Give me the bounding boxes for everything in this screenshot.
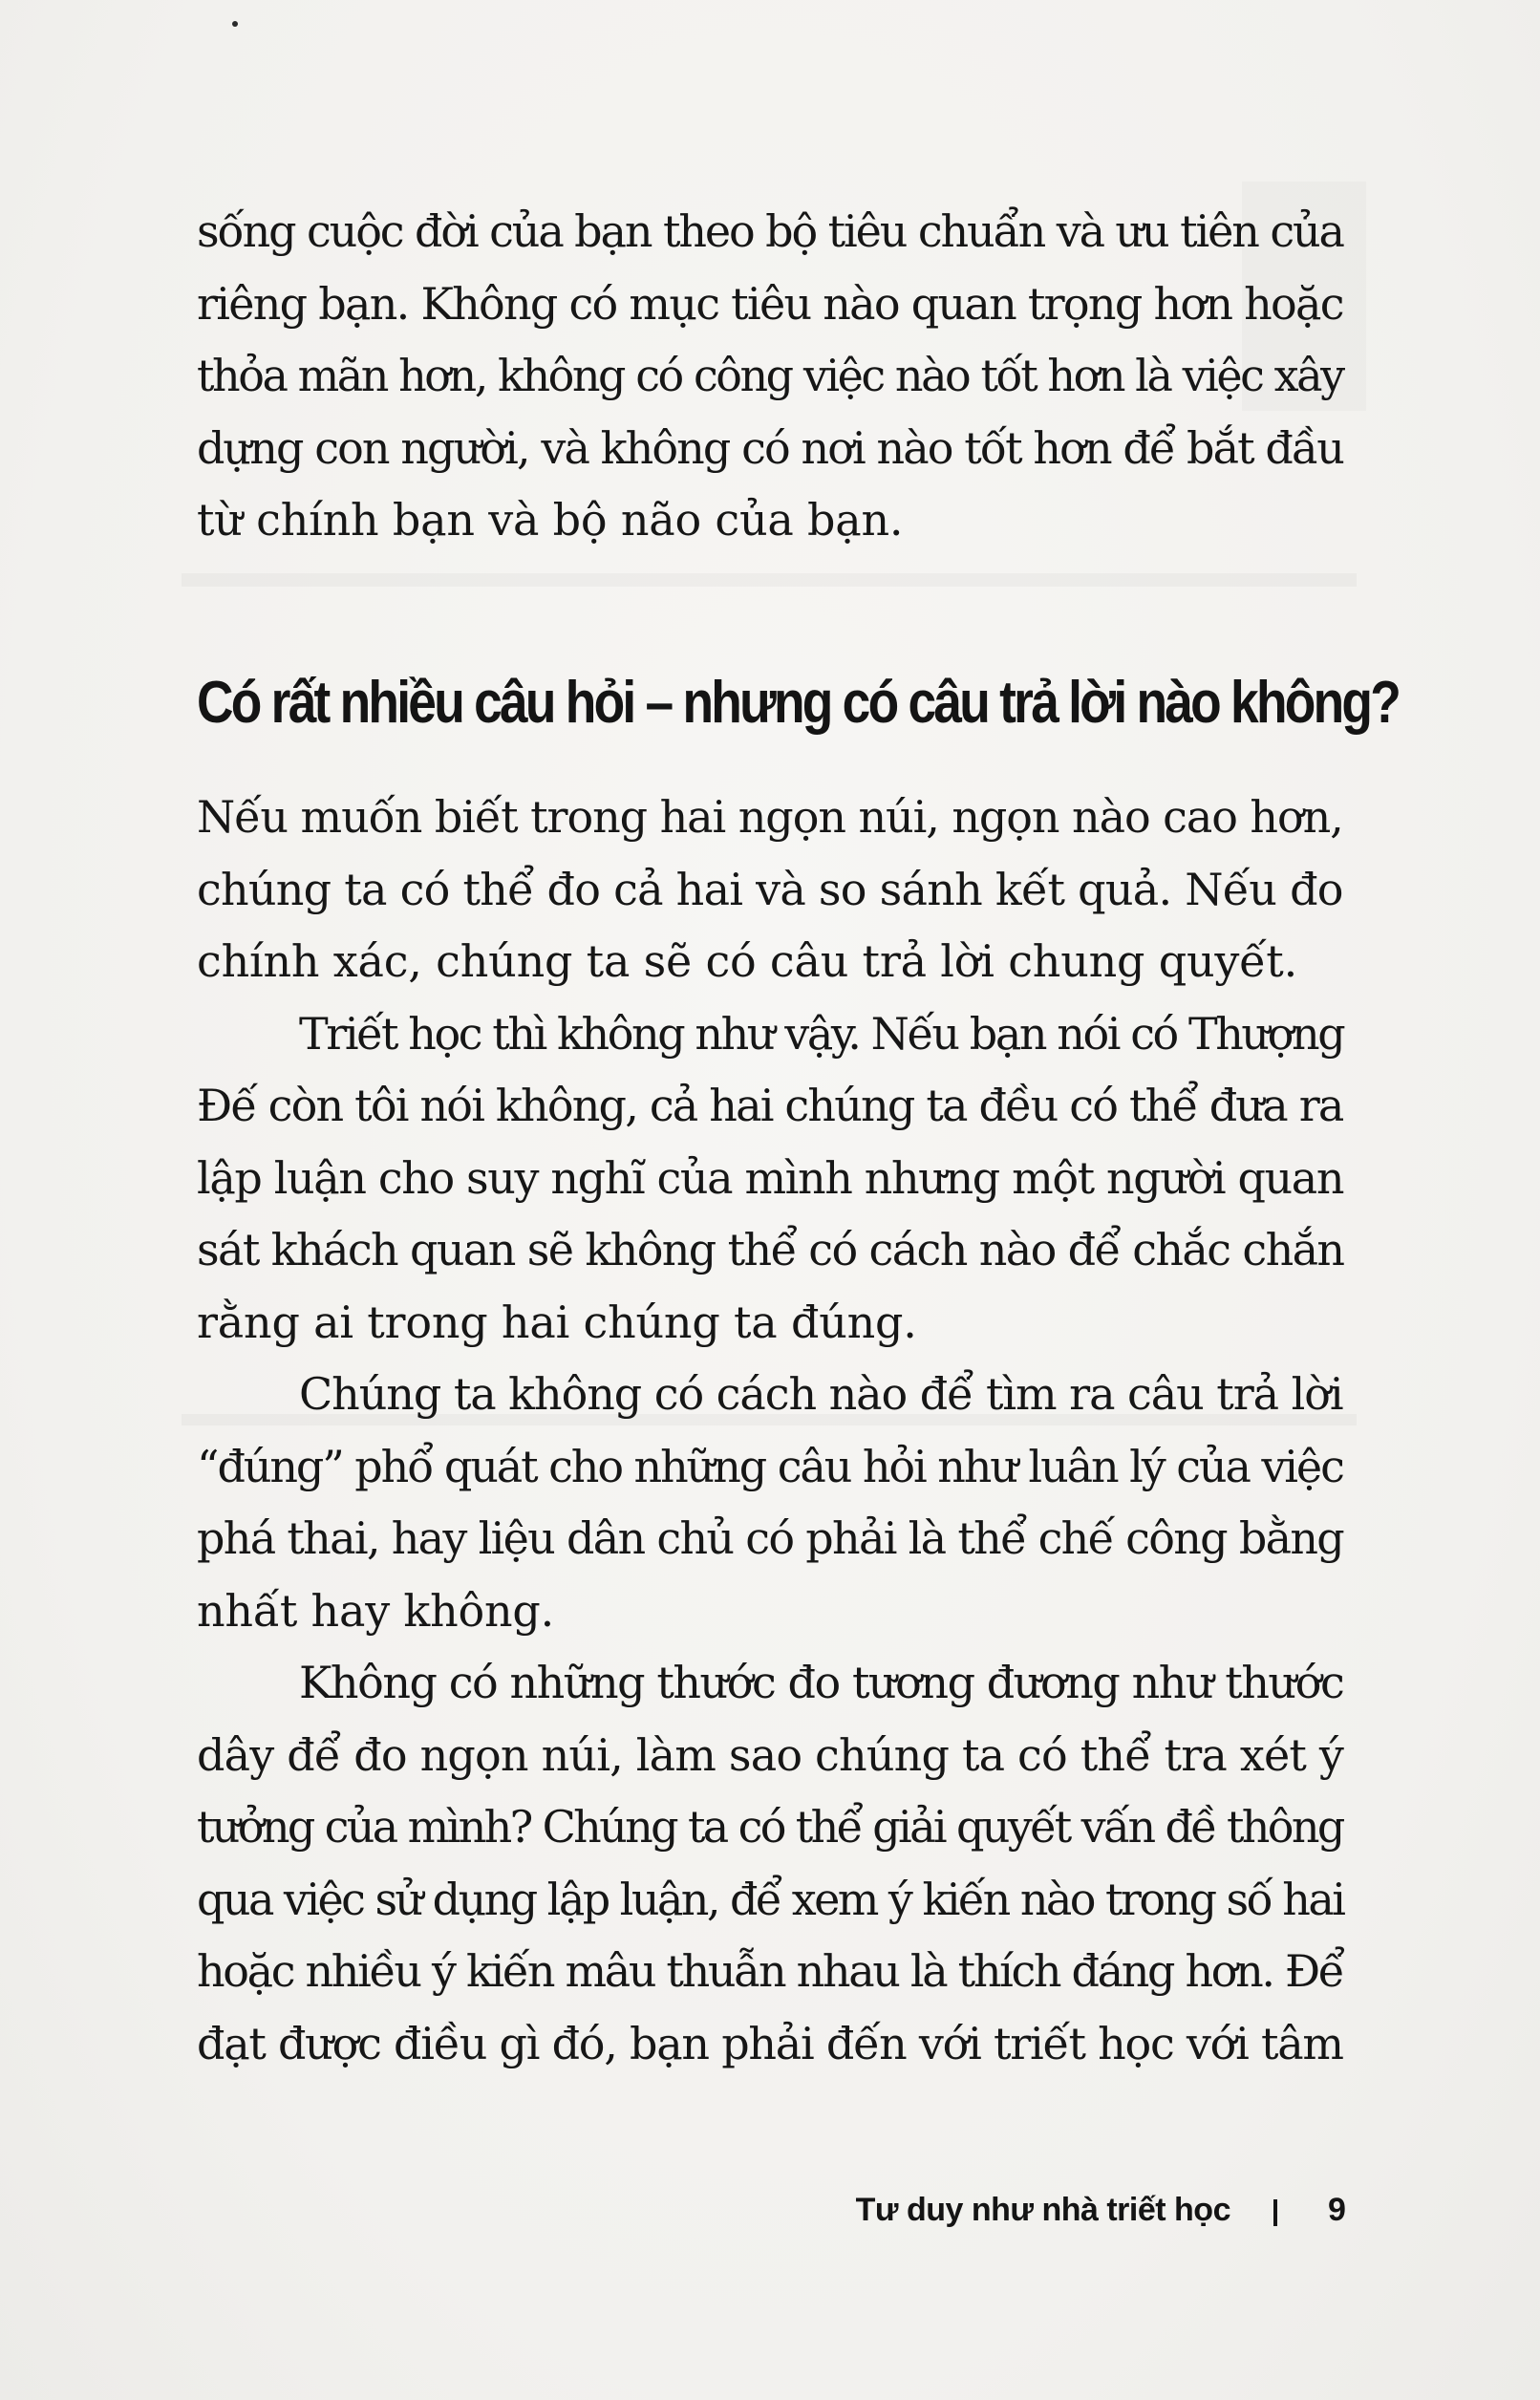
section-heading: Có rất nhiều câu hỏi – nhưng có câu trả lời nào không? [197,670,1400,736]
text-line: đạt được điều gì đó, bạn phải đến với triết học với tâm [197,2017,1343,2069]
text-line: riêng bạn. Không có mục tiêu nào quan trọng hơn hoặc [197,277,1343,330]
text-line: phá thai, hay liệu dân chủ có phải là thể chế công bằng [197,1512,1344,1564]
text-line: hoặc nhiều ý kiến mâu thuẫn nhau là thích đáng hơn. Để [197,1945,1343,1997]
text-line: dựng con người, và không có nơi nào tốt hơn để bắt đầu [197,421,1343,474]
footer-separator [1273,2199,1277,2226]
running-footer [0,2186,1540,2243]
text-line: tưởng của mình? Chúng ta có thể giải quyết vấn đề thông [197,1801,1343,1853]
text-line: sống cuộc đời của bạn theo bộ tiêu chuẩn và ưu tiên của [197,205,1343,257]
text-line: Chúng ta không có cách nào để tìm ra câu trả lời [299,1368,1343,1420]
text-line: Đế còn tôi nói không, cả hai chúng ta đều có thể đưa ra [197,1080,1343,1131]
ink-speck [232,21,238,27]
text-line: lập luận cho suy nghĩ của mình nhưng một người quan [197,1151,1344,1204]
text-line: nhất hay không. [197,1584,555,1637]
text-line: qua việc sử dụng lập luận, để xem ý kiến nào trong số hai [197,1873,1344,1925]
page-number: 9 [1328,2192,1346,2228]
text-line: từ chính bạn và bộ não của bạn. [197,494,904,546]
text-line: Triết học thì không như vậy. Nếu bạn nói có Thượng [299,1007,1344,1060]
text-line: rằng ai trong hai chúng ta đúng. [197,1296,917,1348]
text-line: Nếu muốn biết trong hai ngọn núi, ngọn nào cao hơn, [197,791,1343,843]
text-line: dây để đo ngọn núi, làm sao chúng ta có thể tra xét ý [197,1728,1344,1781]
section-body [197,782,1343,2080]
text-line: sát khách quan sẽ không thể có cách nào để chắc chắn [197,1224,1344,1275]
text-line: thỏa mãn hơn, không có công việc nào tốt hơn là việc xây [197,350,1343,401]
intro-paragraph [197,196,1343,557]
bleed-through-texture [182,573,1357,587]
text-line: chính xác, chúng ta sẽ có câu trả lời chung quyết. [197,935,1297,987]
text-line: “đúng” phổ quát cho những câu hỏi như luân lý của việc [197,1440,1343,1492]
text-line: chúng ta có thể đo cả hai và so sánh kết quả. Nếu đo [197,863,1343,915]
footer-book-title: Tư duy như nhà triết học [855,2192,1230,2228]
text-line: Không có những thước đo tương đương như thước [299,1657,1344,1708]
